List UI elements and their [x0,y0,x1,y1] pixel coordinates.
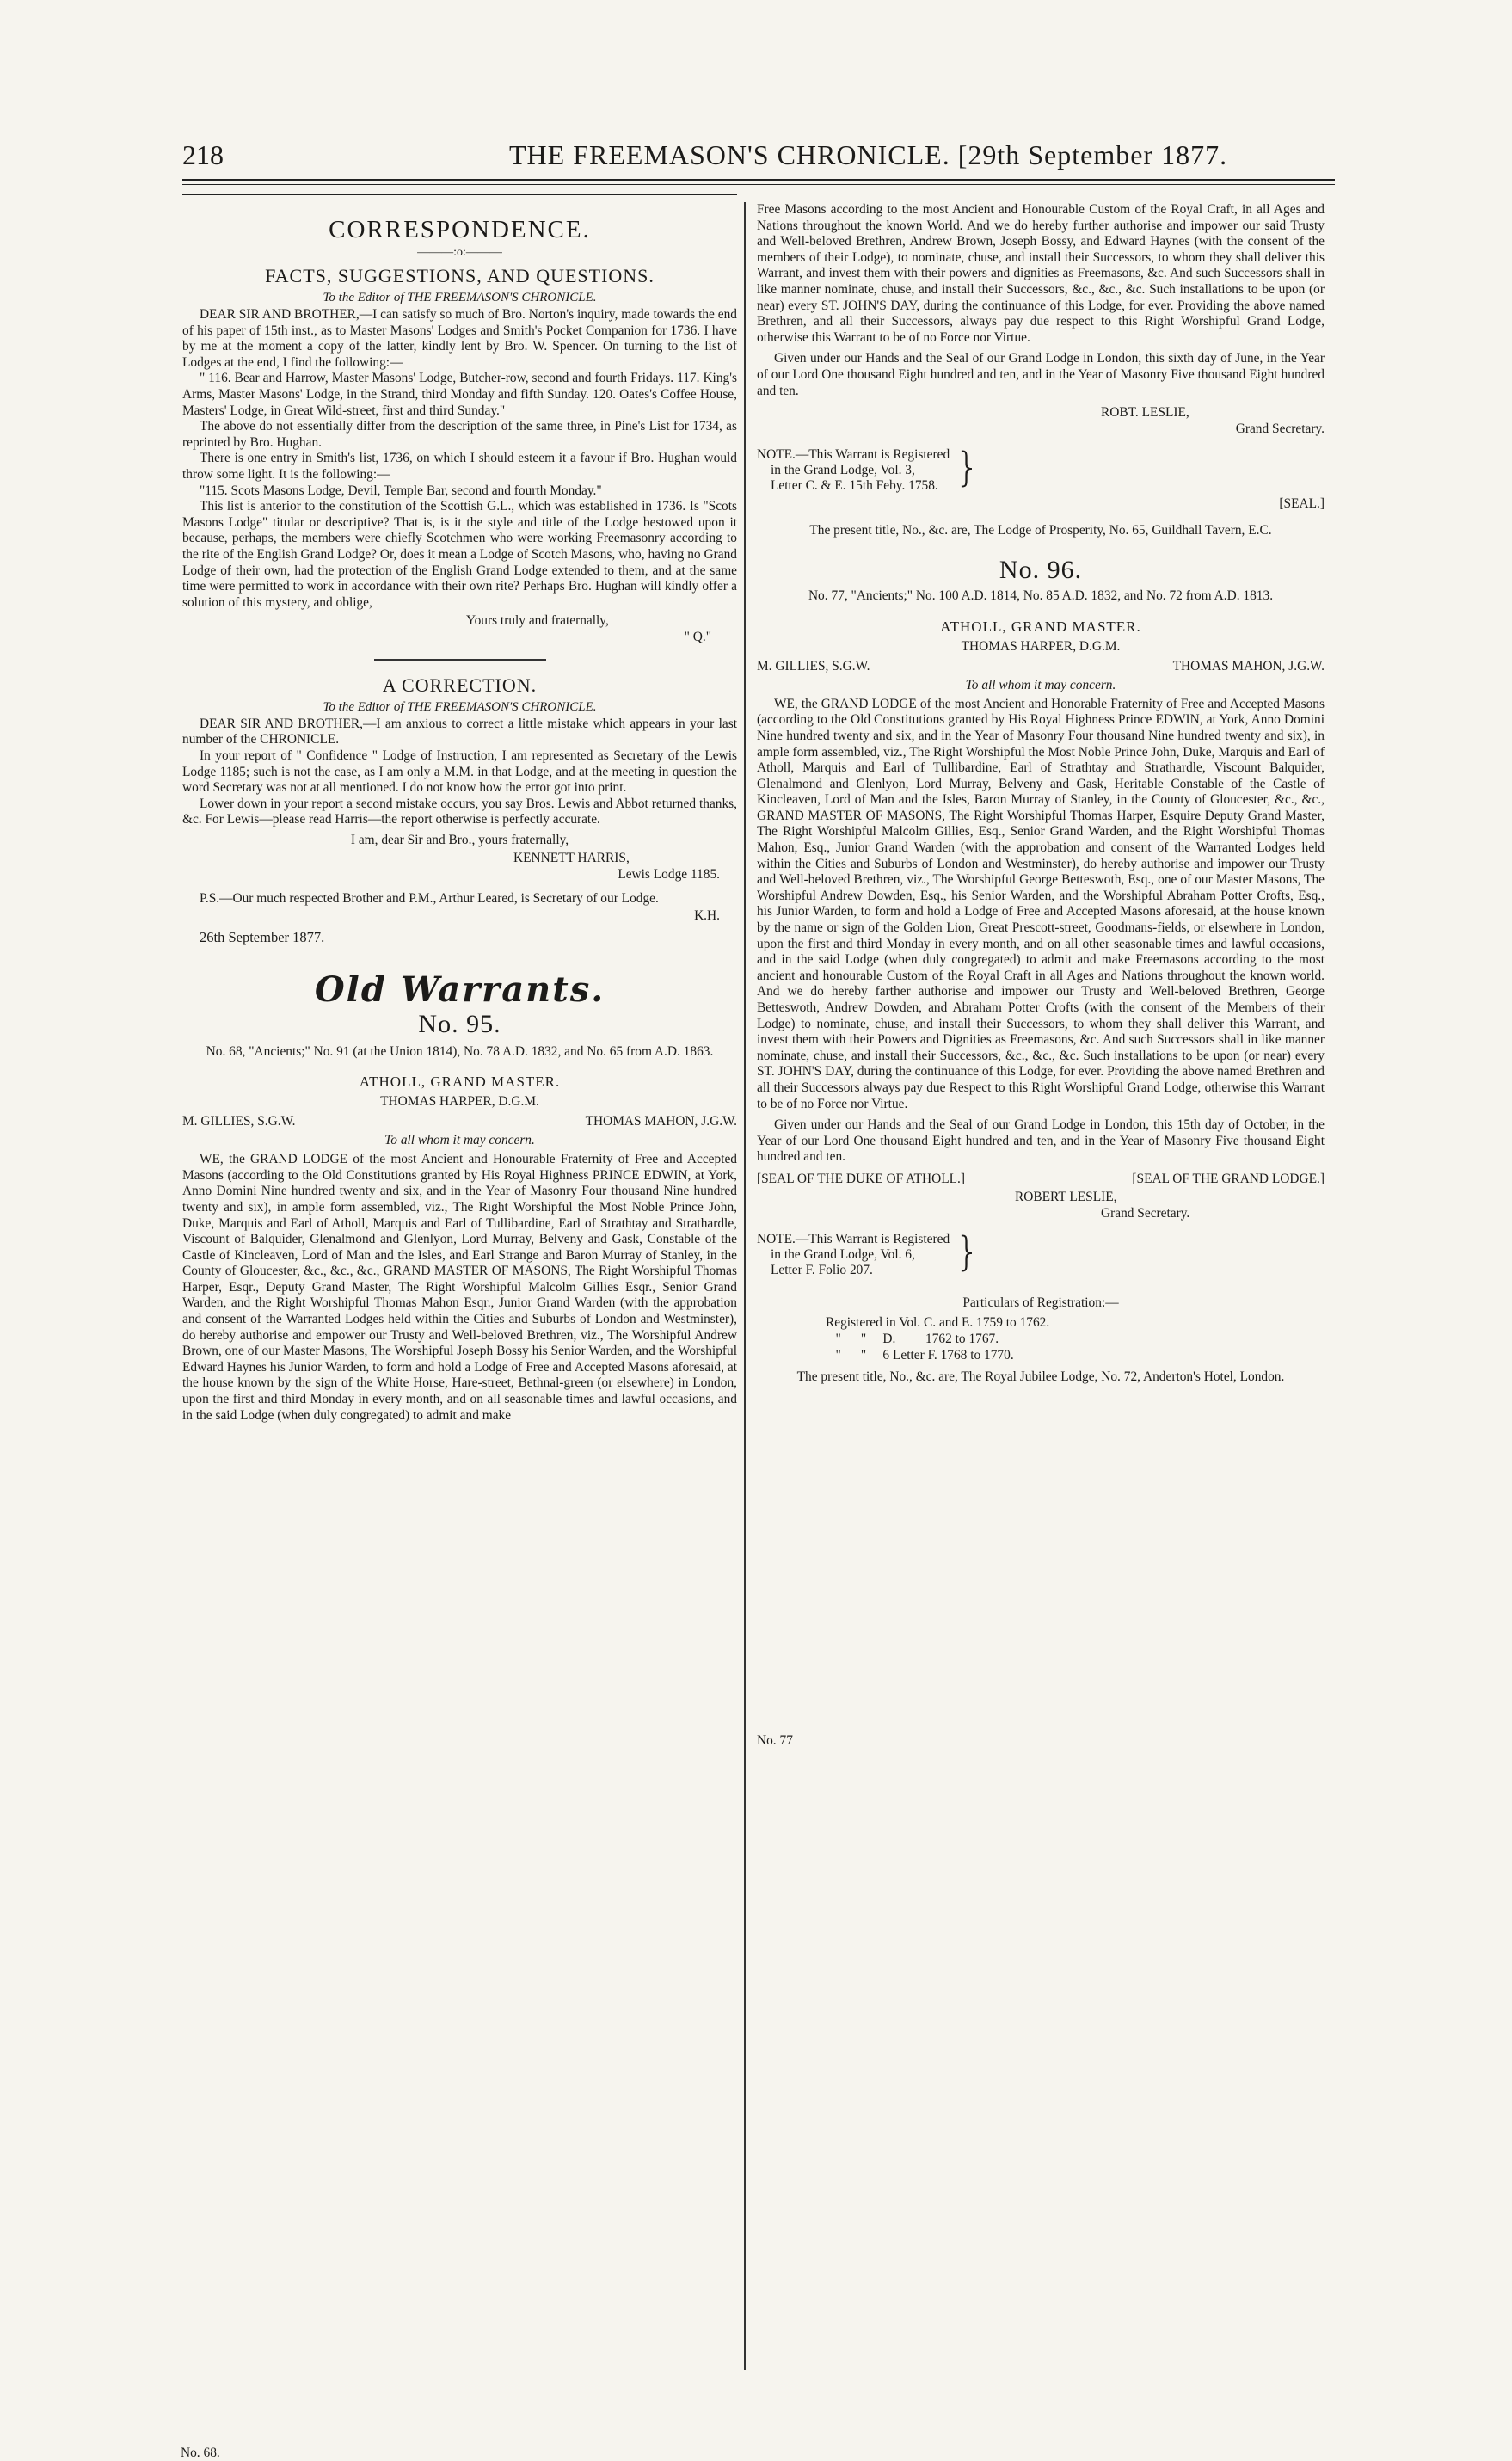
note-line: in the Grand Lodge, Vol. 3, [771,463,915,478]
seal-grand-lodge: [SEAL OF THE GRAND LODGE.] [1132,1171,1325,1186]
left-top-rule [182,194,737,195]
registration-note [757,444,1325,494]
masthead [182,139,1335,184]
registration-row: " " 6 Letter F. 1768 to 1770. [826,1347,1014,1363]
present-title: The present title, No., &c. are, The Royal Jubilee Lodge, No. 72, Anderton's Hotel, London. [796,1369,1285,1384]
correction-closing: I am, dear Sir and Bro., yours fraternally, [350,832,569,847]
correction-date: 26th September 1877. [200,928,325,945]
deputy-line: THOMAS HARPER, D.G.M. [961,638,1121,654]
letter-closing: Yours truly and fraternally, [466,613,609,629]
to-editor-line: To the Editor of THE FREEMASON'S CHRONICLE. [323,699,597,714]
note-line: Letter C. & E. 15th Feby. 1758. [771,478,938,494]
letter-paragraph: The above do not essentially differ from the description of the same three, in Pine's List for 1734, as reprinted by Bro. Hughan. [182,419,737,450]
warrant-96-subtitle: No. 77, "Ancients;" No. 100 A.D. 1814, No. 85 A.D. 1832, and No. 72 from A.D. 1813. [808,588,1274,604]
margin-number: No. 68. [181,2446,220,2460]
greeting-line: To all whom it may concern. [384,1133,535,1148]
junior-warden: THOMAS MAHON, J.G.W. [585,1114,737,1129]
warrant-95-continued: Free Masons according to the most Ancient and Honourable Custom of the Royal Craft, in all Ages and Nations throughout the known World. And we do hereby further authorise and impower our said Trusty and Well-beloved Brethren, Andrew Brown, Joseph Bossy, and Edward Haynes (with the consent of the members of their Lodge), to nominate, chuse, and install their Successors, to whom they shall deliver this Warrant, and invest them with their powers and dignities as Freemasons, &c. And such Successors shall in like manner nominate, chuse, and install their Successors, &c., &c., &c. Such installations to be upon (or near) every ST. JOHN'S DAY, during the continuance of this Lodge, for ever. Providing the above named Brethren, and all their Successors, always pay due respect to this Right Worshipful Grand Lodge, otherwise this Warrant to be of no Force nor Virtue. [757,202,1325,345]
page-number: 218 [182,139,224,170]
correction-signature-name: KENNETT HARRIS, [513,850,630,865]
letter-paragraph: There is one entry in Smith's list, 1736, on which I should esteem it a favour if Bro. Hughan would throw some light. It is the following:— [182,451,737,482]
letter-paragraph: " 116. Bear and Harrow, Master Masons' Lodge, Butcher-row, second and fourth Fridays. 117. King's Arms, Master Masons' Lodge, in the Strand, third Monday and fifth Sunday. 120. Oates's Coffee House, Masters' Lodge, in Great Wild-street, first and third Sunday." [182,371,737,418]
warrant-95-given: Given under our Hands and the Seal of our Grand Lodge in London, this sixth day of June, in the Year of our Lord One thousand Eight hundred and ten, and in the Year of Masonry Five thousand Eight hundred and ten. [757,351,1325,398]
letter-paragraph: This list is anterior to the constitution of the Scottish G.L., which was established in 1736. Is "Scots Masons Lodge" titular or descriptive? That is, is it the style and title of the Lodge bestowed upon it because, perhaps, the members were chiefly Scotchmen who were working Freemasonry according to the rite of the English Grand Lodge? Or, does it mean a Lodge of Scotch Masons, who, having no Grand Lodge of their own, had the protection of the English Grand Lodge extended to them, and at the same time were permitted to work in accordance with their own rite? Perhaps Bro. Hughan will kindly offer a solution of this mystery, and oblige, [182,499,737,610]
note-line: Letter F. Folio 207. [771,1262,873,1277]
brace-glyph: } [955,1227,980,1275]
secretary-title: Grand Secretary. [1235,421,1325,437]
particulars-heading: Particulars of Registration:— [962,1295,1119,1310]
correction-signature-lodge: Lewis Lodge 1185. [618,866,720,882]
secretary-name: ROBT. LESLIE, [1101,405,1189,421]
note-line: in the Grand Lodge, Vol. 6, [771,1246,915,1262]
warrant-95-number: No. 95. [418,1009,501,1038]
postscript-initials: K.H. [694,907,720,923]
left-column [181,202,737,2460]
letter-paragraph: "115. Scots Masons Lodge, Devil, Temple Bar, second and fourth Monday." [200,483,602,498]
correspondence-heading: CORRESPONDENCE. [329,216,591,243]
letter-signature: " Q." [684,630,711,645]
wardens-row [182,1113,737,1129]
warrant-96-body: WE, the GRAND LODGE of the most Ancient and Honorable Fraternity of Free and Accepted Masons (according to the Old Constitutions granted by His Royal Highness Prince EDWIN, at York, Anno Domini Nine hundred twenty and six, and in the Year of Masonry Four thousand Nine hundred twenty and six), in ample form assembled, viz., The Right Worshipful the Most Noble Prince John, Duke, Marquis and Earl of Atholl, Marquis and Earl of Tullibardine, Earl of Strathtay and Strathardle, Viscount Balquider, Glenalmond and Glenlyon, Lord Murray, Belveny and Gask, Heritable Constable of the Castle of Kincleaven, Lord of Man and the Isles, Baron Murray of Stanley, in the County of Gloucester, &c., &c., GRAND MASTER OF MASONS, The Right Worshipful Thomas Harper, Esquire Deputy Grand Master, The Right Worshipful Malcolm Gillies, Esq., Senior Grand Warden, and the Right Worshipful Thomas Mahon, Esq., Junior Grand Warden (with the approbation and consent of the Warranted Lodges held within the Cities and Suburbs of London and Westminster), do hereby authorise and impower our Trusty and Well-beloved Brethren, viz., The Worshipful George Betteswoth, Esq., one of our Master Masons, The Worshipful Andrew Dowden, Esq., his Senior Warden, and the Worshipful Abraham Potter Crofts, Esq., his Junior Warden, to form and hold a Lodge of Free and Accepted Masons aforesaid, at the house known by the name or sign of the Golden Lion, Great Prescott-street, Goodmans-fields, or elsewhere in London, upon the first and third Monday in every month, and on all other seasonable times and lawful occasions, and in the said Lodge (when duly congregated) to admit and make Freemasons according to the most ancient and honourable Custom of the Royal Craft in all Ages and Nations throughout the known world. And we do hereby farther authorise and impower our Trusty and Well-beloved Brethren, George Betteswoth, Andrew Dowden, and Abraham Potter Crofts (with the consent of the Members of their Lodge) to nominate, chuse, and install their Successors, to whom they shall deliver this Warrant, and invest them with their Powers and Dignities as Freemasons, &c. And such Successors shall in like manner nominate, chuse, and install their Successors, &c., &c., &c. Such installations to be upon (or near) every ST. JOHN'S DAY, during the continuance of this Lodge, for ever. Providing the above named Brethren and all their Successors always pay due Respect to this Right Worshipful Grand Lodge, otherwise this Warrant to be of no Force nor Virtue. [757,696,1325,1111]
old-warrants-heading: Old Warrants. [314,969,605,1010]
senior-warden: M. GILLIES, S.G.W. [182,1114,296,1129]
correction-paragraph: In your report of " Confidence " Lodge of Instruction, I am represented as Secretary of the Lewis Lodge 1185; such is not the case, as I am only a M.M. in that Lodge, and at the meeting in question the word Secretary was not at all mentioned. I do not know how the error got into print. [182,748,737,796]
registration-row: " " D. 1762 to 1767. [826,1331,999,1346]
seals-row [757,1171,1325,1187]
junior-warden: THOMAS MAHON, J.G.W. [1172,658,1325,674]
senior-warden: M. GILLIES, S.G.W. [757,658,870,674]
wardens-row [757,658,1325,674]
registration-table [826,1314,1325,1363]
masthead-rule-thick [182,179,1335,181]
right-column [757,202,1325,1748]
present-title: The present title, No., &c. are, The Lodge of Prosperity, No. 65, Guildhall Tavern, E.C. [809,523,1272,538]
note-line: NOTE.—This Warrant is Registered [757,1231,950,1246]
ornament: ———:o:——— [417,246,502,259]
column-divider [744,202,746,2370]
warrant-95-body: WE, the GRAND LODGE of the most Ancient and Honourable Fraternity of Free and Accepted Masons (according to the Old Constitutions granted by His Royal Highness PRINCE EDWIN, at York, Anno Domini Nine hundred twenty and six, and in the Year of Masonry Four thousand Nine hundred twenty and six), in ample form assembled, viz., The Right Worshipful the Most Noble Prince John, Duke, Marquis and Earl of Atholl, Marquis and Earl of Tullibardine, Earl of Strathtay and Strathardle, Viscount of Balquider, Glenalmond and Glenlyon, Lord Murray, Belveny and Gask, Constable of the Castle of Kincleaven, Lord of Man and the Isles, and Earl Strange and Baron Murray of Stanley, in the County of Gloucester, &c., &c., &c., GRAND MASTER OF MASONS, The Right Worshipful Thomas Harper, Esqr., Deputy Grand Master, The Right Worshipful Malcolm Gillies Esqr., Senior Grand Warden, and the Right Worshipful Thomas Mahon Esqr., Junior Grand Warden (with the approbation and consent of the Warranted Lodges held within the Cities and Suburbs of London and Westminster), do hereby authorise and empower our Trusty and Well-beloved Brethren, viz., The Worshipful Andrew Brown, one of our Master Masons, The Worshipful Joseph Bossy his Senior Warden, and the Worshipful Edward Haynes his Junior Warden, to form and hold a Lodge of Free and Accepted Masons aforesaid, at the house known by the sign of the White Horse, Hare-street, Bethnal-green (or elsewhere) in London, upon the first and third Monday in every month, and on all seasonable times and lawful occasions, and in the said Lodge (when duly congregated) to admit and make [182,1152,737,1423]
deputy-line: THOMAS HARPER, D.G.M. [380,1094,539,1110]
seal-duke: [SEAL OF THE DUKE OF ATHOLL.] [757,1171,965,1186]
warrant-95-subtitle: No. 68, "Ancients;" No. 91 (at the Union 1814), No. 78 A.D. 1832, and No. 65 from A.D. 1863. [206,1043,714,1059]
correction-paragraph: Lower down in your report a second mistake occurs, you say Bros. Lewis and Abbot returned thanks, &c. For Lewis—please read Harris—the report otherwise is perfectly accurate. [182,796,737,828]
masthead-rule-thin [182,184,1335,185]
brace-glyph: } [955,444,980,491]
facts-subheading: FACTS, SUGGESTIONS, AND QUESTIONS. [265,265,655,286]
to-editor-line: To the Editor of THE FREEMASON'S CHRONICLE. [323,291,597,305]
seal-label: [SEAL.] [1279,496,1325,512]
warrant-96-given: Given under our Hands and the Seal of our Grand Lodge in London, this 15th day of October, in the Year of our Lord One thousand Eight hundred and ten, and in the Year of Masonry Five thousand Eight hundred and ten. [757,1117,1325,1165]
masthead-title: THE FREEMASON'S CHRONICLE. [29th September 1877. [509,139,1228,170]
letter-paragraph: DEAR SIR AND BROTHER,—I can satisfy so much of Bro. Norton's inquiry, made towards the end of his paper of 15th inst., as to Master Masons' Lodges and Smith's Pocket Companion for 1736. I have by me at the moment a copy of the latter, kindly lent by Bro. W. Spencer. On turning to the list of Lodges at the end, I find the following:— [182,307,737,370]
postscript: P.S.—Our much respected Brother and P.M., Arthur Leared, is Secretary of our Lodge. [200,890,659,906]
greeting-line: To all whom it may concern. [965,677,1116,692]
note-line: NOTE.—This Warrant is Registered [757,447,950,463]
margin-number: No. 77 [757,1733,793,1748]
secretary-name: ROBERT LESLIE, [1015,1189,1117,1204]
secretary-title: Grand Secretary. [1101,1205,1190,1221]
correction-paragraph: DEAR SIR AND BROTHER,—I am anxious to correct a little mistake which appears in your last number of the CHRONICLE. [182,716,737,748]
grand-master-line: ATHOLL, GRAND MASTER. [940,618,1141,635]
grand-master-line: ATHOLL, GRAND MASTER. [359,1074,561,1091]
correction-heading: A CORRECTION. [382,674,538,696]
registration-row: Registered in Vol. C. and E. 1759 to 1762. [826,1314,1050,1330]
registration-note [757,1227,1325,1278]
warrant-96-number: No. 96. [999,556,1083,585]
